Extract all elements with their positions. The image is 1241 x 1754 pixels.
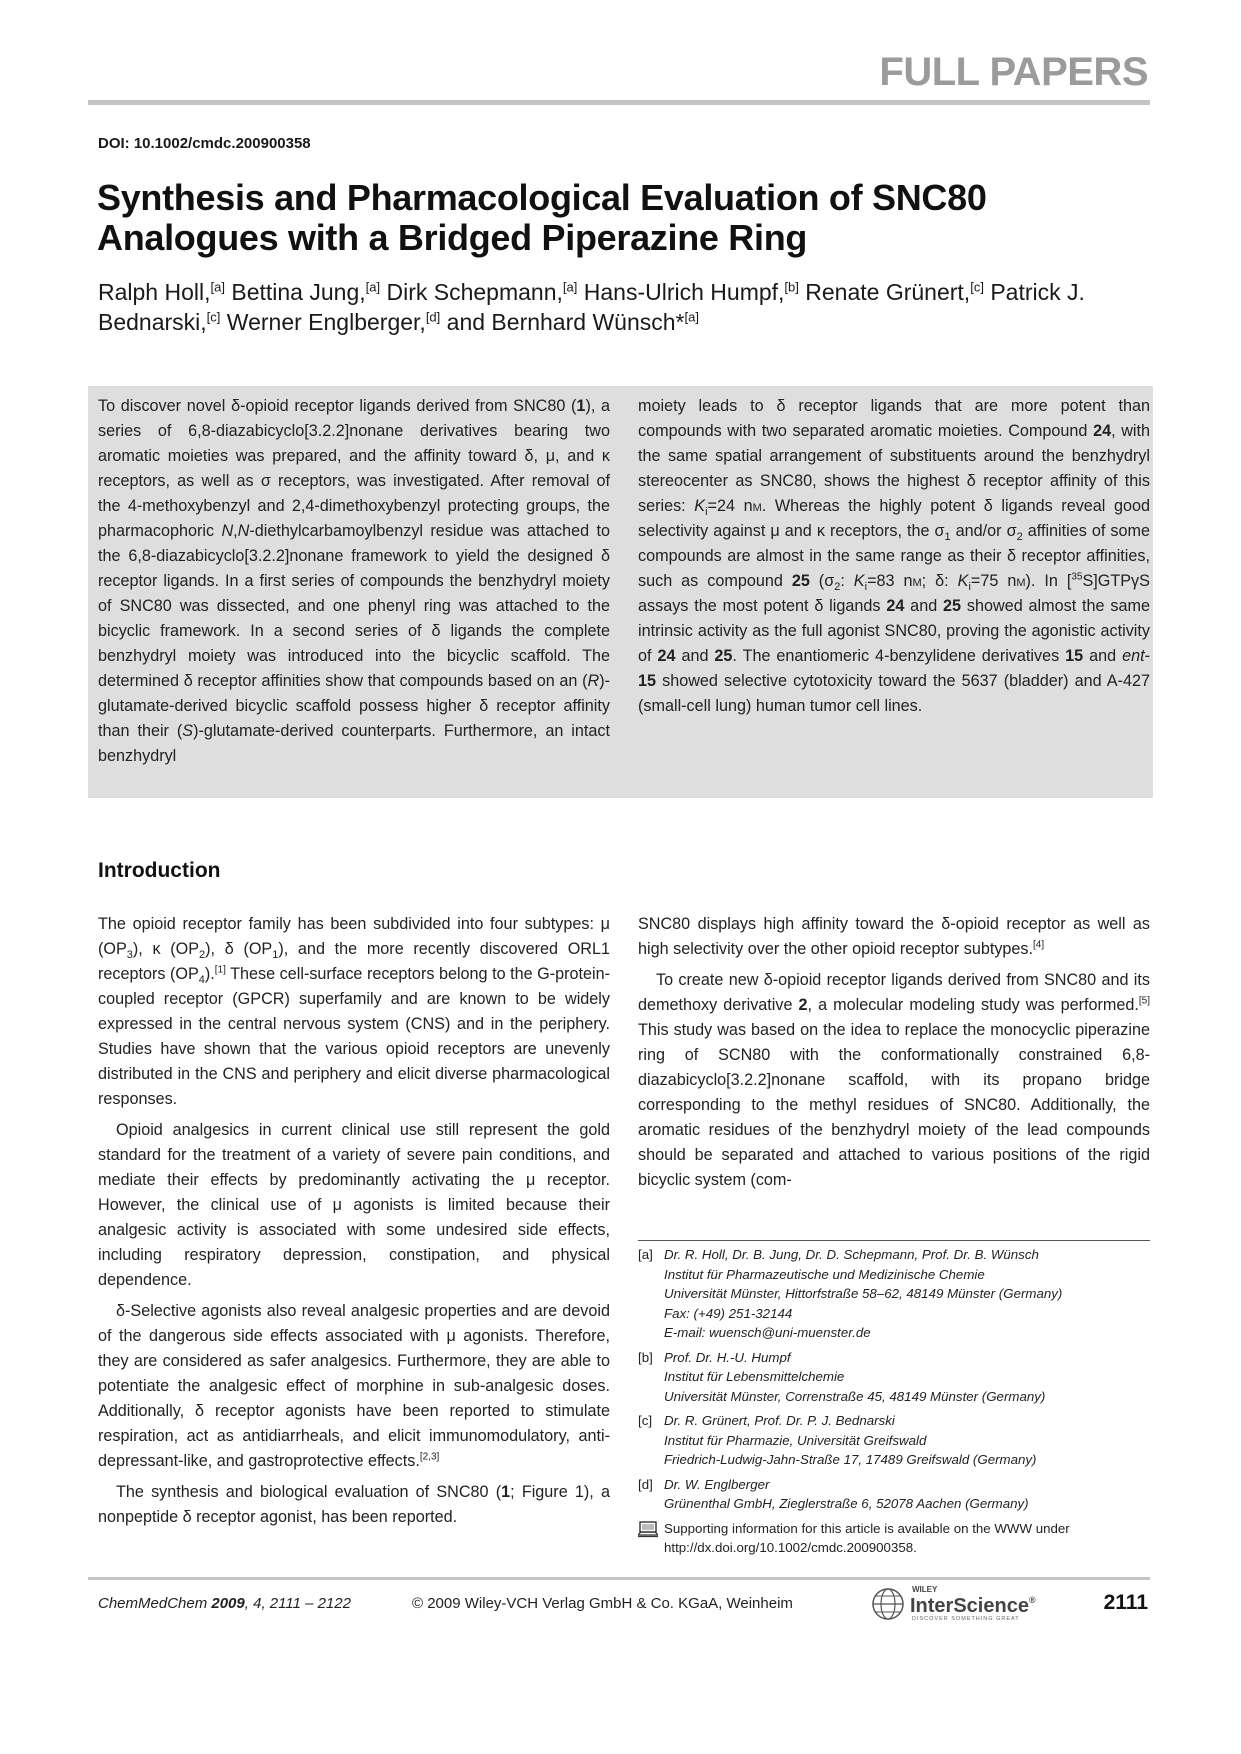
computer-icon [638,1519,664,1558]
footnote-line: Grünenthal GmbH, Zieglerstraße 6, 52078 Aachen (Germany) [664,1496,1029,1511]
footnote-line: Dr. R. Grünert, Prof. Dr. P. J. Bednarski [664,1413,895,1428]
footnote-label: [a] [638,1247,653,1262]
introduction-heading: Introduction [98,859,221,882]
email-link[interactable]: E-mail: wuensch@uni-muenster.de [664,1325,871,1340]
body-right-column [638,912,1150,1193]
interscience-logo [868,1585,1038,1623]
logo-tagline: DISCOVER SOMETHING GREAT [912,1616,1020,1622]
paragraph: SNC80 displays high affinity toward the δ-opioid receptor as well as high selectivity over the other opioid receptor subtypes.[4] [638,915,1150,958]
footnote-c [638,1411,1158,1470]
footnote-label: [c] [638,1413,653,1428]
logo-text: InterScience® [910,1595,1036,1617]
paragraph: δ-Selective agonists also reveal analgesic properties and are devoid of the dangerous side effects associated with μ agonists. Therefore, they are considered as safer analgesics. Furthermore, they are able to potentiate the analgesic effect of morphine in sub-analgesic doses. Additionally, δ receptor agonists have been reported to stimulate respiration, act as antidiarrheals, and elicit immunomodulatory, anti-depressant-like, and gastroprotective effects.[2,3] [98,1302,610,1470]
footnote-line: Prof. Dr. H.-U. Humpf [664,1349,791,1365]
copyright: © 2009 Wiley-VCH Verlag GmbH & Co. KGaA, Weinheim [412,1595,793,1612]
footnote-rule [638,1240,1150,1241]
paragraph: Opioid analgesics in current clinical use still represent the gold standard for the treatment of a variety of severe pain conditions, and mediate their effects by predominantly activating the μ receptor. However, the clinical use of μ agonists is limited because their analgesic activity is associated with some undesired side effects, including respiratory depression, constipation, and physical dependence. [98,1121,610,1289]
footnote-line: Friedrich-Ludwig-Jahn-Straße 17, 17489 Greifswald (Germany) [664,1452,1037,1467]
doi: DOI: 10.1002/cmdc.200900358 [98,135,311,152]
page-number: 2111 [1103,1591,1148,1614]
footnote-b [638,1348,1158,1407]
footnote-line: Institut für Lebensmittelchemie [664,1369,845,1384]
supporting-info [638,1519,1158,1558]
paragraph: The opioid receptor family has been subdivided into four subtypes: μ $(OP_3)$, κ $(OP_2)$, δ $(OP_1)$, and the more recently discovered ORL1 receptors $(OP_4).[1]$ These cell-surface receptors belong to the G-protein-coupled receptor (GPCR) superfamily and are known to be widely expressed in the central nervous system (CNS) and in the periphery. Studies have shown that the various opioid receptors are unevenly distributed in the CNS and periphery and elicit diverse pharmacological responses. [98,915,610,1108]
footnote-line: Dr. W. Englberger [664,1476,770,1492]
supporting-info-text: Supporting information for this article is available on the WWW under [664,1520,1070,1536]
header-rule [88,100,1150,105]
footnote-d [638,1475,1158,1514]
footnote-line: Fax: (+49) 251-32144 [664,1305,793,1321]
footnote-line: Universität Münster, Correnstraße 45, 48149 Münster (Germany) [664,1388,1046,1404]
footnote-a [638,1245,1158,1343]
footnote-label: [d] [638,1476,653,1492]
logo-wiley: WILEY [912,1585,938,1594]
affiliation-footnotes [638,1245,1158,1558]
footnote-label: [b] [638,1349,653,1365]
abstract-left-column: To discover novel δ-opioid receptor ligands derived from SNC80 (1), a series of 6,8-diazabicyclo[3.2.2]nonane derivatives bearing two aromatic moieties was prepared, and the affinity toward δ, μ, and κ receptors, as well as σ receptors, was investigated. After removal of the 4-methoxybenzyl and 2,4-dimethoxybenzyl protecting groups, the pharmacophoric N,N-diethylcarbamoylbenzyl residue was attached to the 6,8-diazabicyclo[3.2.2]nonane framework to yield the designed δ receptor ligands. In a first series of compounds the benzhydryl moiety of SNC80 was dissected, and one phenyl ring was attached to the bicyclic framework. In a second series of δ ligands the complete benzhydryl moiety was introduced into the bicyclic scaffold. The determined δ receptor affinities show that compounds based on an (R)-glutamate-derived bicyclic scaffold possess higher δ receptor affinity than their (S)-glutamate-derived counterparts. Furthermore, an intact benzhydryl [98,397,610,765]
article-title: Synthesis and Pharmacological Evaluation of SNC80 Analogues with a Bridged Piperazine Ring [97,177,987,258]
footnote-line: Universität Münster, Hittorfstraße 58–62, 48149 Münster (Germany) [664,1286,1063,1301]
footnote-line: Institut für Pharmazie, Universität Greifswald [664,1432,927,1448]
globe-icon [868,1586,908,1622]
section-header: FULL PAPERS [879,50,1148,94]
paragraph: The synthesis and biological evaluation of SNC80 (1; Figure 1), a nonpeptide δ receptor agonist, has been reported. [98,1483,610,1526]
footer-rule [88,1577,1150,1580]
footnote-line: Institut für Pharmazeutische und Medizinische Chemie [664,1266,985,1282]
footnote-line: Dr. R. Holl, Dr. B. Jung, Dr. D. Schepmann, Prof. Dr. B. Wünsch [664,1247,1039,1262]
body-left-column [98,912,610,1530]
paragraph: To create new δ-opioid receptor ligands derived from SNC80 and its demethoxy derivative 2, a molecular modeling study was performed.[5] This study was based on the idea to replace the monocyclic piperazine ring of SCN80 with the conformationally constrained 6,8-diazabicyclo[3.2.2]nonane scaffold, with its propano bridge corresponding to the methyl residues of SNC80. Additionally, the aromatic residues of the benzhydryl moiety of the lead compounds should be separated and attached to various positions of the rigid bicyclic system (com- [638,971,1150,1189]
author-list: Ralph Holl,[a] Bettina Jung,[a] Dirk Schepmann,[a] Hans-Ulrich Humpf,[b] Renate Grünert,[c] Patrick J. Bednarski,[c] Werner Englberger,[d] and Bernhard Wünsch*[a] [98,279,1085,335]
journal-citation: ChemMedChem 2009, 4, 2111 – 2122 [98,1595,351,1612]
supporting-info-link[interactable]: http://dx.doi.org/10.1002/cmdc.200900358. [664,1540,917,1555]
abstract-right-column: moiety leads to δ receptor ligands that are more potent than compounds with two separated aromatic moieties. Compound 24, with the same spatial arrangement of substituents around the benzhydryl stereocenter as SNC80, shows the highest δ receptor affinity of this series: $K_i=24$ nm. Whereas the highly potent δ ligands reveal good selectivity against μ and κ receptors, the $\sigma_1$ and/or $\sigma_2$ affinities of some compounds are almost in the same range as their δ receptor affinities, such as compound 25 ($\sigma_2$: $K_i=83$ nm; δ: $K_i=75$ nm). In [$^{35}$S]GTPγS assays the most potent δ ligands 24 and 25 showed almost the same intrinsic activity as the full agonist SNC80, proving the agonistic activity of 24 and 25. The enantiomeric 4-benzylidene derivatives 15 and ent-15 showed selective cytotoxicity toward the 5637 (bladder) and A-427 (small-cell lung) human tumor cell lines. [638,397,1150,715]
